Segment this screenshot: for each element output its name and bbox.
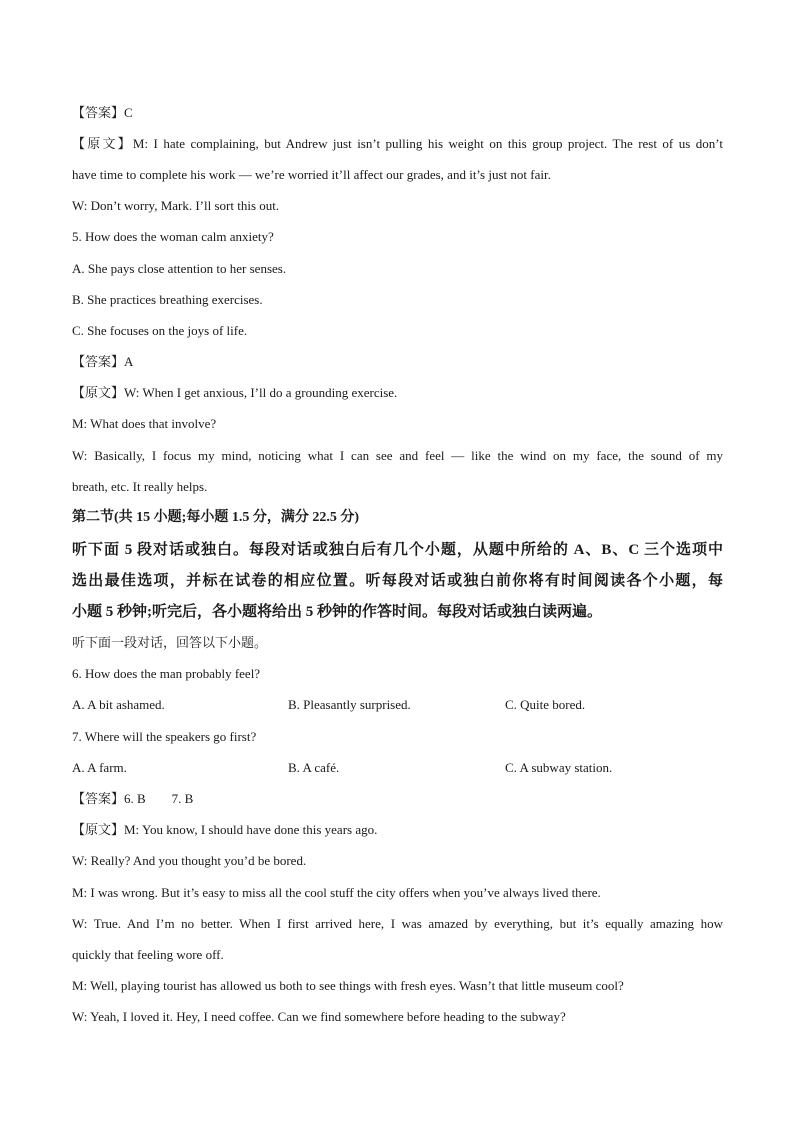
- transcript-4-line-3: W: Don’t worry, Mark. I’ll sort this out.: [72, 198, 280, 213]
- question-5-option-a: A. She pays close attention to her senses.: [72, 261, 287, 276]
- transcript-5-line-3: W: Basically, I focus my mind, noticing what I can see and feel — like the wind on my face, the sound of my: [72, 448, 723, 463]
- transcript-4-line-1: 【原文】M: I hate complaining, but Andrew just isn’t pulling his weight on this group project. The rest of us don’t: [72, 136, 723, 151]
- question-7: 7. Where will the speakers go first?: [72, 729, 257, 744]
- instructions-line-3: 小题 5 秒钟;听完后，各小题将给出 5 秒钟的作答时间。每段对话或独白读两遍。: [72, 604, 602, 620]
- transcript-6-line-3: M: I was wrong. But it’s easy to miss all the cool stuff the city offers when you’ve always lived there.: [72, 885, 601, 900]
- question-6-option-a: A. A bit ashamed.: [72, 697, 165, 712]
- transcript-5-line-4: breath, etc. It really helps.: [72, 479, 208, 494]
- question-6-option-b: B. Pleasantly surprised.: [288, 697, 411, 712]
- transcript-6-line-5: quickly that feeling wore off.: [72, 947, 224, 962]
- answer-6-7: 【答案】6. B 7. B: [72, 791, 194, 806]
- instructions-line-2: 选出最佳选项，并标在试卷的相应位置。听每段对话或独白前你将有时间阅读各个小题，每: [72, 573, 723, 589]
- question-7-option-b: B. A café.: [288, 760, 340, 775]
- instructions-line-1: 听下面 5 段对话或独白。每段对话或独白后有几个小题，从题中所给的 A、B、C 三个选项中: [72, 542, 723, 558]
- transcript-6-line-2: W: Really? And you thought you’d be bored.: [72, 853, 307, 868]
- transcript-5-line-1: 【原文】W: When I get anxious, I’ll do a grounding exercise.: [72, 385, 398, 400]
- transcript-6-line-7: W: Yeah, I loved it. Hey, I need coffee. Can we find somewhere before heading to the subway?: [72, 1009, 566, 1024]
- transcript-6-line-6: M: Well, playing tourist has allowed us both to see things with fresh eyes. Wasn’t that little museum cool?: [72, 978, 624, 993]
- transcript-6-line-1: 【原文】M: You know, I should have done this years ago.: [72, 822, 378, 837]
- question-5-option-c: C. She focuses on the joys of life.: [72, 323, 248, 338]
- question-6: 6. How does the man probably feel?: [72, 666, 261, 681]
- section-2-heading: 第二节(共 15 小题;每小题 1.5 分，满分 22.5 分): [72, 510, 359, 525]
- question-6-option-c: C. Quite bored.: [505, 697, 586, 712]
- transcript-4-line-2: have time to complete his work — we’re worried it’ll affect our grades, and it’s just not fair.: [72, 167, 551, 182]
- answer-5: 【答案】A: [72, 354, 134, 369]
- transcript-5-line-2: M: What does that involve?: [72, 416, 217, 431]
- transcript-6-line-4: W: True. And I’m no better. When I first arrived here, I was amazed by everything, but it’s equally amazing how: [72, 916, 723, 931]
- question-7-option-a: A. A farm.: [72, 760, 127, 775]
- listen-instruction: 听下面一段对话，回答以下小题。: [72, 635, 268, 650]
- question-5-option-b: B. She practices breathing exercises.: [72, 292, 263, 307]
- answer-4: 【答案】C: [72, 105, 133, 120]
- question-5: 5. How does the woman calm anxiety?: [72, 229, 274, 244]
- question-7-option-c: C. A subway station.: [505, 760, 613, 775]
